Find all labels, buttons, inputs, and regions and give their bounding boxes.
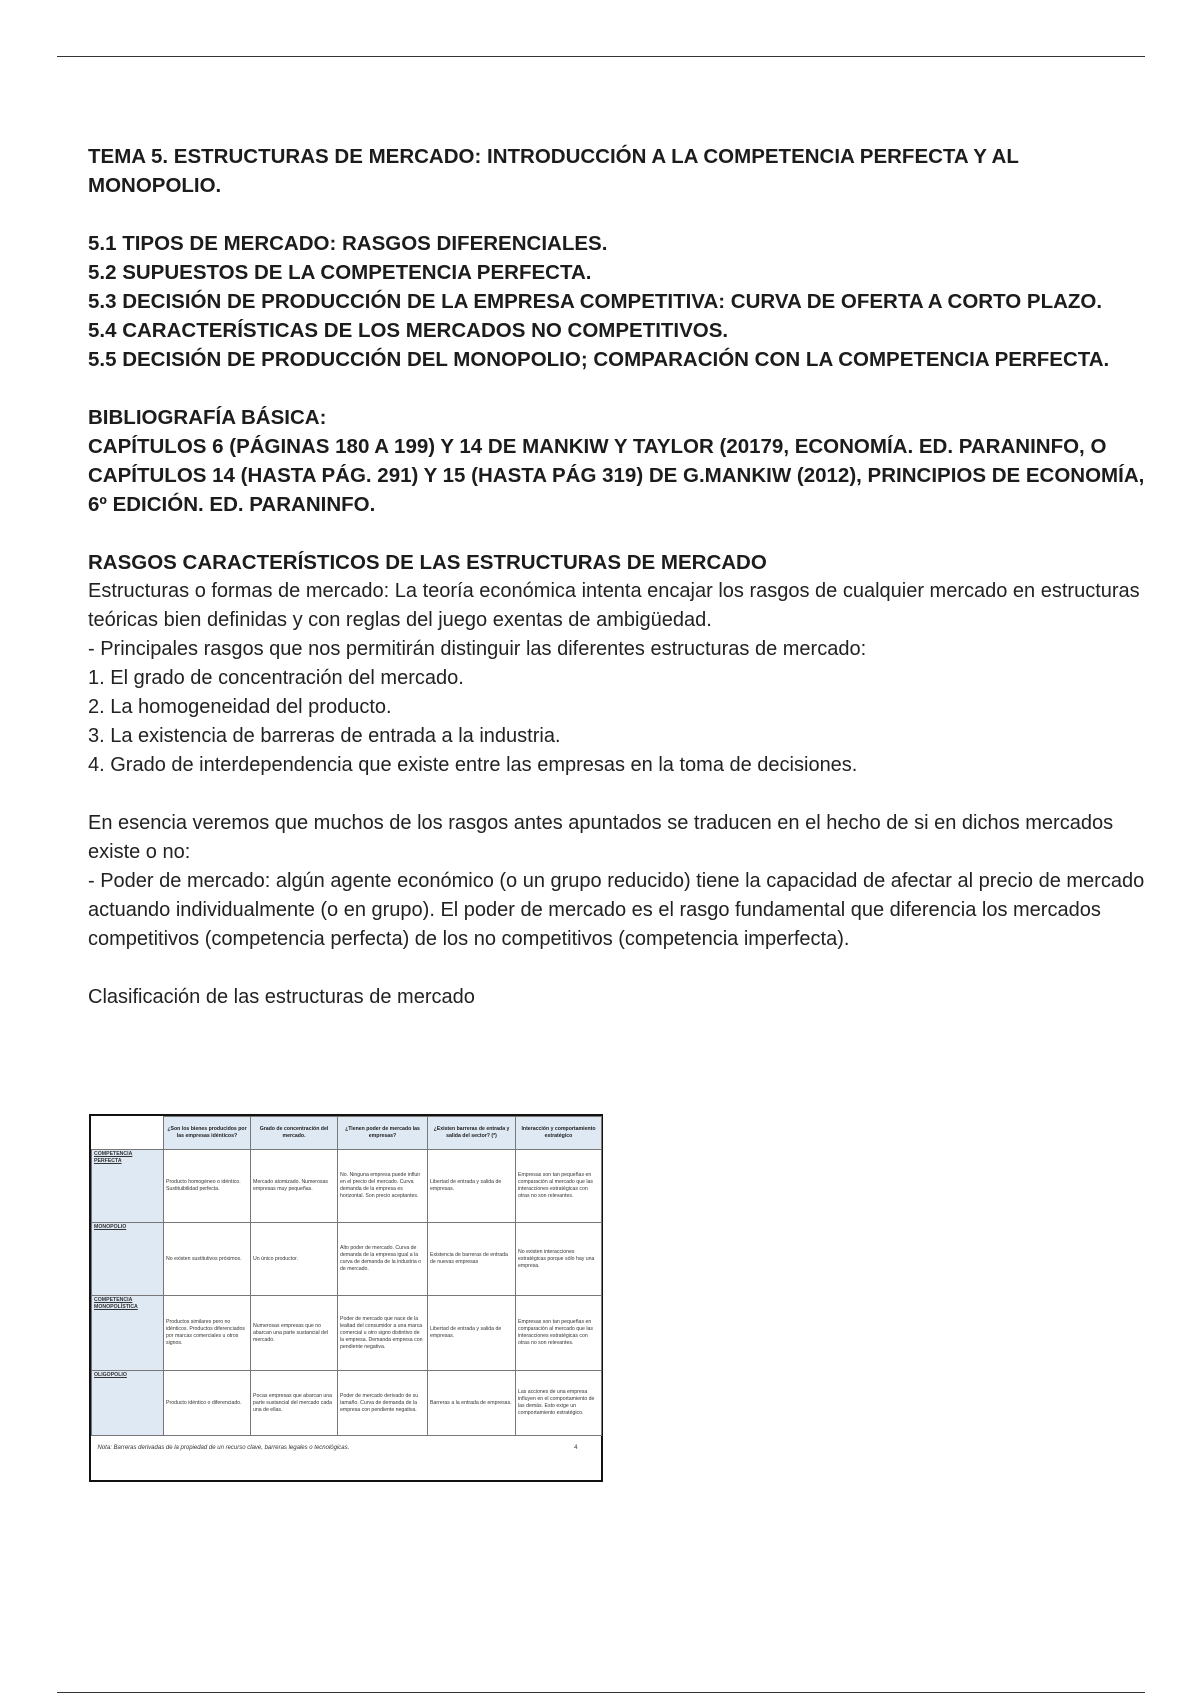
page-title: TEMA 5. ESTRUCTURAS DE MERCADO: INTRODUCCIÓN A LA COMPETENCIA PERFECTA Y AL MONOPOLIO.: [88, 145, 1019, 197]
table-cell: Las acciones de una empresa influyen en el comportamiento de las demás. Esto exige un comportamiento estratégico.: [516, 1371, 602, 1436]
table-note: [92, 1436, 602, 1461]
classification-table-figure: [89, 1114, 603, 1482]
table-row: [92, 1296, 602, 1371]
rasgos-lead: - Principales rasgos que nos permitirán distinguir las diferentes estructuras de mercado:: [88, 638, 867, 660]
market-power-paragraph: - Poder de mercado: algún agente económico (o un grupo reducido) tiene la capacidad de afectar al precio de mercado actuando individualmente (o en grupo). El poder de mercado es el rasgo fundamental que diferencia los mercados competitivos (competencia perfecta) de los no competitivos (competencia imperfecta).: [88, 870, 1145, 950]
table-cell: Alto poder de mercado. Curva de demanda de la empresa igual a la curva de demanda de la industria o de mercado.: [338, 1223, 428, 1296]
table-row: [92, 1371, 602, 1436]
row-header: COMPETENCIA PERFECTA: [92, 1150, 164, 1223]
table-cell: Poder de mercado derivado de su tamaño. Curva de demanda de la empresa con pendiente negativa.: [338, 1371, 428, 1436]
bibliography-heading: BIBLIOGRAFÍA BÁSICA:: [88, 406, 327, 429]
section-item: 5.1 TIPOS DE MERCADO: RASGOS DIFERENCIALES.: [88, 232, 608, 255]
table-cell: Libertad de entrada y salida de empresas.: [428, 1296, 516, 1371]
list-item: 2. La homogeneidad del producto.: [88, 696, 392, 718]
table-cell: Mercado atomizado. Numerosas empresas muy pequeñas.: [251, 1150, 338, 1223]
table-cell: Empresas son tan pequeñas en comparación al mercado que las interacciones estratégicas con otras no son relevantes.: [516, 1296, 602, 1371]
table-cell: Barreras a la entrada de empresas.: [428, 1371, 516, 1436]
table-cell: Producto idéntico o diferenciado.: [164, 1371, 251, 1436]
row-header: COMPETENCIA MONOPOLÍSTICA: [92, 1296, 164, 1371]
table-corner: [92, 1117, 164, 1150]
table-cell: Empresas son tan pequeñas en comparación al mercado que las interacciones estratégicas con otras no son relevantes.: [516, 1150, 602, 1223]
table-page-number: 4: [574, 1444, 578, 1451]
bottom-rule: [57, 1692, 1145, 1693]
row-header: OLIGOPOLIO: [92, 1371, 164, 1436]
section-item: 5.5 DECISIÓN DE PRODUCCIÓN DEL MONOPOLIO; COMPARACIÓN CON LA COMPETENCIA PERFECTA.: [88, 348, 1110, 371]
table-cell: Un único productor.: [251, 1223, 338, 1296]
table-cell: Numerosas empresas que no abarcan una parte sustancial del mercado.: [251, 1296, 338, 1371]
table-row: [92, 1150, 602, 1223]
rasgos-heading: RASGOS CARACTERÍSTICOS DE LAS ESTRUCTURAS DE MERCADO: [88, 551, 767, 574]
section-item: 5.3 DECISIÓN DE PRODUCCIÓN DE LA EMPRESA COMPETITIVA: CURVA DE OFERTA A CORTO PLAZO.: [88, 290, 1103, 313]
table-cell: Libertad de entrada y salida de empresas.: [428, 1150, 516, 1223]
list-item: 4. Grado de interdependencia que existe entre las empresas en la toma de decisiones.: [88, 754, 858, 776]
table-cell: No existen interacciones estratégicas porque sólo hay una empresa.: [516, 1223, 602, 1296]
bibliography-text: CAPÍTULOS 6 (PÁGINAS 180 A 199) Y 14 DE MANKIW Y TAYLOR (20179, ECONOMÍA. ED. PARANINFO, O CAPÍTULOS 14 (HASTA PÁG. 291) Y 15 (HASTA PÁG 319) DE G.MANKIW (2012), PRINCIPIOS DE ECONOMÍA, 6º EDICIÓN. ED. PARANINFO.: [88, 435, 1145, 516]
table-header-row: [92, 1117, 602, 1150]
table-row: [92, 1223, 602, 1296]
table-cell: Productos similares pero no idénticos. Productos diferenciados por marcas comerciales u otros signos.: [164, 1296, 251, 1371]
table-note-text: Nota: Barreras derivadas de la propiedad de un recurso clave, barreras legales o tecnológicas.: [97, 1444, 350, 1451]
section-item: 5.4 CARACTERÍSTICAS DE LOS MERCADOS NO COMPETITIVOS.: [88, 319, 729, 342]
column-header: ¿Existen barreras de entrada y salida del sector? (*): [428, 1117, 516, 1150]
list-item: 1. El grado de concentración del mercado.: [88, 667, 464, 689]
column-header: ¿Tienen poder de mercado las empresas?: [338, 1117, 428, 1150]
column-header: ¿Son los bienes producidos por las empresas idénticos?: [164, 1117, 251, 1150]
table-cell: Pocas empresas que abarcan una parte sustancial del mercado cada una de ellas.: [251, 1371, 338, 1436]
column-header: Grado de concentración del mercado.: [251, 1117, 338, 1150]
table-note-row: [92, 1436, 602, 1461]
list-item: 3. La existencia de barreras de entrada a la industria.: [88, 725, 561, 747]
essence-paragraph: En esencia veremos que muchos de los rasgos antes apuntados se traducen en el hecho de si en dichos mercados existe o no:: [88, 812, 1114, 863]
figure-caption: Clasificación de las estructuras de mercado: [88, 986, 475, 1008]
table-cell: No existen sustitutivos próximos.: [164, 1223, 251, 1296]
classification-table: [91, 1116, 602, 1460]
table-cell: Poder de mercado que nace de la lealtad del consumidor a una marca comercial u otro signo distintivo de la empresa. Demanda empresa con pendiente negativa.: [338, 1296, 428, 1371]
top-rule: [57, 56, 1145, 57]
column-header: Interacción y comportamiento estratégico: [516, 1117, 602, 1150]
table-cell: Existencia de barreras de entrada de nuevas empresas: [428, 1223, 516, 1296]
table-cell: Producto homogéneo o idéntico. Sustituibilidad perfecta.: [164, 1150, 251, 1223]
table-cell: No. Ninguna empresa puede influir en el precio del mercado. Curva demanda de la empresa es horizontal. Son precio aceptantes.: [338, 1150, 428, 1223]
section-item: 5.2 SUPUESTOS DE LA COMPETENCIA PERFECTA.: [88, 261, 592, 284]
rasgos-intro: Estructuras o formas de mercado: La teoría económica intenta encajar los rasgos de cualquier mercado en estructuras teóricas bien definidas y con reglas del juego exentas de ambigüedad.: [88, 580, 1140, 631]
document-body: [88, 142, 1148, 1012]
row-header: MONOPOLIO: [92, 1223, 164, 1296]
